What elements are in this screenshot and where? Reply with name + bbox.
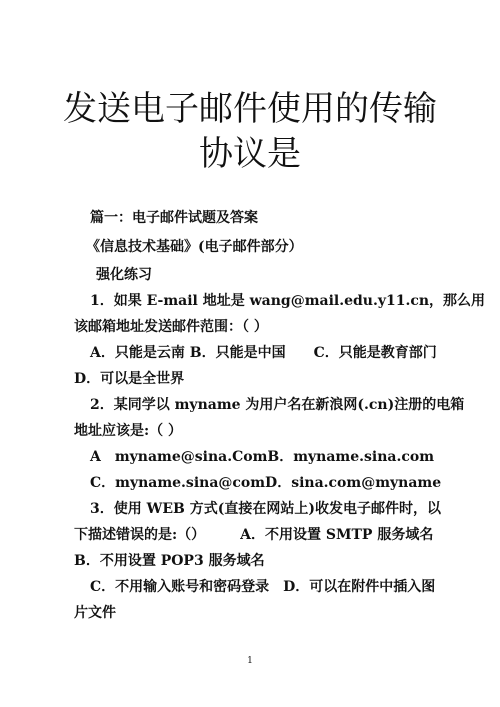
question-1-line-2: 该邮箱地址发送邮件范围：（ ） (74, 319, 268, 335)
question-2-options-line-1: A myname@sina.ComB．myname.sina.com (90, 449, 435, 465)
document-title-line-1: 发送电子邮件使用的传输 (63, 89, 437, 129)
question-3-options-line-2: C．不用输入账号和密码登录 D．可以在附件中插入图 (90, 579, 436, 595)
question-2-line-1: 2．某同学以 myname 为用户名在新浪网(.cn)注册的电箱 (90, 397, 465, 413)
subtitle-line: 《信息技术基础》(电子邮件部分） (86, 239, 303, 255)
question-2-options-line-2: C．myname.sina@comD．sina.com@myname (90, 475, 442, 491)
practice-label: 强化练习 (96, 267, 152, 283)
question-1-options-line-2: D．可以是全世界 (74, 371, 185, 387)
question-2-line-2: 地址应该是:（ ） (74, 423, 183, 439)
question-3-line-1: 3．使用 WEB 方式(直接在网站上)收发电子邮件时，以 (90, 501, 441, 517)
question-1-options-line-1: A．只能是云南 B．只能是中国 C．只能是教育部门 (90, 345, 437, 361)
question-3-line-2: 下描述错误的是:（） A．不用设置 SMTP 服务域名 (74, 527, 434, 543)
document-title-line-2: 协议是 (199, 134, 301, 174)
question-1-line-1: 1．如果 E-mail 地址是 wang@mail.edu.y11.cn，那么用 (90, 293, 486, 309)
page-number: 1 (247, 656, 253, 666)
question-3-options-line-1: B．不用设置 POP3 服务域名 (74, 553, 265, 569)
section-heading: 篇一：电子邮件试题及答案 (90, 210, 258, 226)
question-3-options-line-3: 片文件 (74, 605, 116, 621)
